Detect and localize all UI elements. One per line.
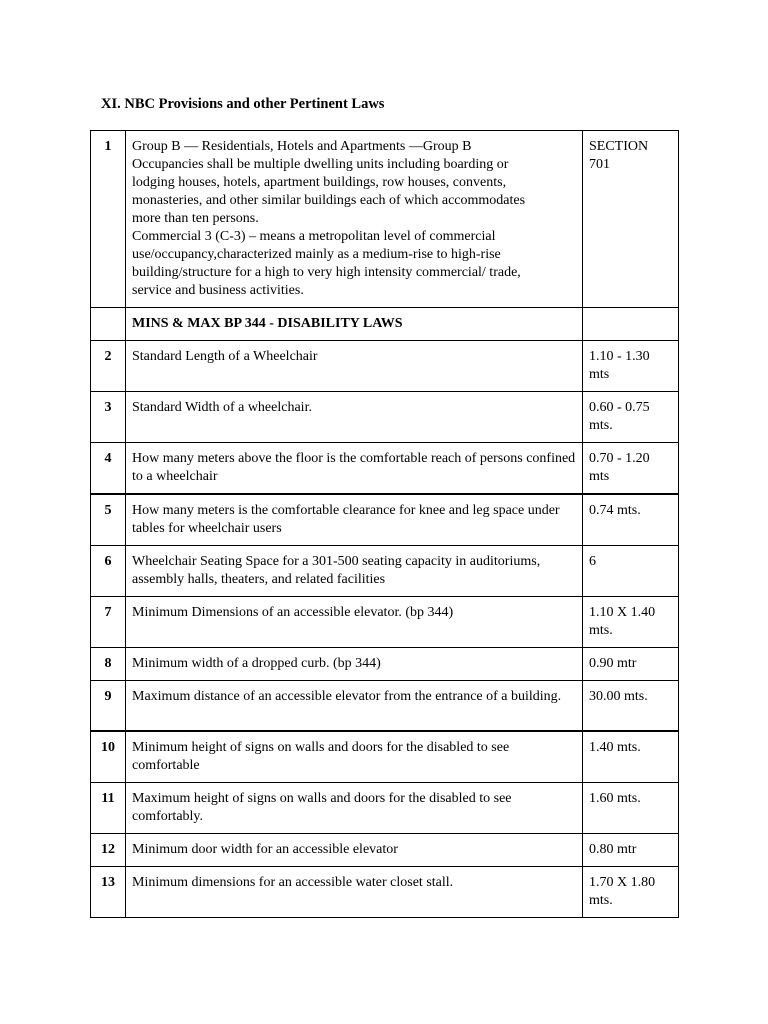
description-line: Commercial 3 (C-3) – means a metropolitan level of commercial xyxy=(132,229,496,244)
row-value: 0.80 mtr xyxy=(583,833,679,866)
row-number: 9 xyxy=(91,681,126,731)
table-row xyxy=(91,546,679,597)
row-number: 6 xyxy=(91,546,126,597)
description-line: Occupancies shall be multiple dwelling units including boarding or xyxy=(132,157,509,172)
row-number: 10 xyxy=(91,731,126,783)
table-row xyxy=(91,341,679,392)
row-number: 1 xyxy=(91,131,126,308)
table-row xyxy=(91,494,679,546)
row-value: 0.74 mts. xyxy=(583,494,679,546)
row-value: 1.10 - 1.30 mts xyxy=(583,341,679,392)
table-row xyxy=(91,681,679,731)
row-description: Minimum height of signs on walls and doors for the disabled to see comfortable xyxy=(126,731,583,783)
row-description: Minimum Dimensions of an accessible elevator. (bp 344) xyxy=(126,597,583,648)
row-number: 5 xyxy=(91,494,126,546)
row-value: 1.40 mts. xyxy=(583,731,679,783)
row-number: 8 xyxy=(91,648,126,681)
row-value: 0.70 - 1.20 mts xyxy=(583,443,679,495)
row-value xyxy=(583,308,679,341)
description-line: lodging houses, hotels, apartment buildings, row houses, convents, xyxy=(132,175,507,190)
description-line: building/structure for a high to very high intensity commercial/ trade, xyxy=(132,265,521,280)
row-description: Minimum dimensions for an accessible water closet stall. xyxy=(126,866,583,917)
table-row xyxy=(91,597,679,648)
row-description: How many meters above the floor is the comfortable reach of persons confined to a wheelchair xyxy=(126,443,583,495)
row-value: 1.70 X 1.80 mts. xyxy=(583,866,679,917)
provisions-table xyxy=(90,130,679,918)
table-row xyxy=(91,648,679,681)
table-row xyxy=(91,833,679,866)
row-value: 1.60 mts. xyxy=(583,782,679,833)
row-value: 6 xyxy=(583,546,679,597)
table-row xyxy=(91,131,679,308)
row-value: 1.10 X 1.40 mts. xyxy=(583,597,679,648)
row-number: 7 xyxy=(91,597,126,648)
description-line: service and business activities. xyxy=(132,283,304,298)
table-row xyxy=(91,443,679,495)
table-row xyxy=(91,866,679,917)
page-heading: XI. NBC Provisions and other Pertinent Laws xyxy=(101,96,385,112)
description-line: more than ten persons. xyxy=(132,211,259,226)
table-row xyxy=(91,392,679,443)
row-number xyxy=(91,308,126,341)
row-number: 13 xyxy=(91,866,126,917)
row-value: SECTION 701 xyxy=(583,131,679,308)
row-value: 0.90 mtr xyxy=(583,648,679,681)
row-description: Standard Length of a Wheelchair xyxy=(126,341,583,392)
table-row xyxy=(91,782,679,833)
row-value: 0.60 - 0.75 mts. xyxy=(583,392,679,443)
row-number: 11 xyxy=(91,782,126,833)
description-line: Group B — Residentials, Hotels and Apartments —Group B xyxy=(132,139,472,154)
row-description: Minimum width of a dropped curb. (bp 344) xyxy=(126,648,583,681)
row-number: 4 xyxy=(91,443,126,495)
row-number: 12 xyxy=(91,833,126,866)
table-row xyxy=(91,731,679,783)
row-number: 2 xyxy=(91,341,126,392)
row-description: Maximum distance of an accessible elevator from the entrance of a building. xyxy=(126,681,583,731)
row-description: How many meters is the comfortable clearance for knee and leg space under tables for wheelchair users xyxy=(126,494,583,546)
row-description: Minimum door width for an accessible elevator xyxy=(126,833,583,866)
row-description: Maximum height of signs on walls and doors for the disabled to see comfortably. xyxy=(126,782,583,833)
row-description: Wheelchair Seating Space for a 301-500 seating capacity in auditoriums, assembly halls, theaters, and related facilities xyxy=(126,546,583,597)
row-description xyxy=(126,131,583,308)
row-value: 30.00 mts. xyxy=(583,681,679,731)
description-line: monasteries, and other similar buildings each of which accommodates xyxy=(132,193,526,208)
row-description: Standard Width of a wheelchair. xyxy=(126,392,583,443)
section-title: MINS & MAX BP 344 - DISABILITY LAWS xyxy=(126,308,583,341)
row-number: 3 xyxy=(91,392,126,443)
description-line: use/occupancy,characterized mainly as a medium-rise to high-rise xyxy=(132,247,501,262)
section-title-row xyxy=(91,308,679,341)
